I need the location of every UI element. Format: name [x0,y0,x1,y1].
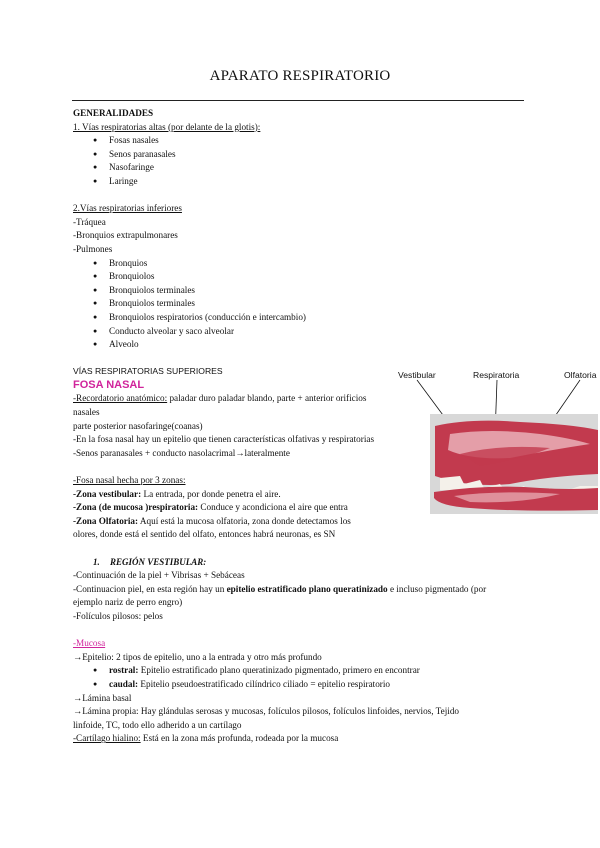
zona-text: La entrada, por donde penetra el aire. [141,488,281,499]
list-item: ● Alveolo [93,338,533,352]
mucosa-list [73,664,533,691]
text-line: -Folículos pilosos: pelos [73,610,163,621]
text-span: -Continuacion piel, en esta región hay un [73,583,227,594]
title-rule [72,100,524,101]
text-line: linfoide, TC, todo ello adherido a un cartílago [73,719,242,730]
cartilago-text: Está en la zona más profunda, rodeada por la mucosa [140,733,339,744]
recordatorio-label: -Recordatorio anatómico: [73,393,168,404]
list-item: ● Laringe [93,175,533,189]
list-item: ● Senos paranasales [93,148,533,162]
region-vestibular-heading [73,556,533,570]
list-item: ● Nasofaringe [93,161,533,175]
generalidades-heading: GENERALIDADES [73,108,154,118]
list-item: ● Bronquiolos terminales [93,297,533,311]
text-line: -Senos paranasales + conducto nasolacrimal→lateralmente [73,447,290,458]
section-title: REGIÓN VESTIBULAR: [110,556,207,567]
zonas-heading: -Fosa nasal hecha por 3 zonas: [73,475,186,486]
item-label: rostral: [109,665,139,676]
list-item: ● Conducto alveolar y saco alveolar [93,325,533,339]
list-item: ● Bronquios [93,257,533,271]
list-item: ● Bronquiolos [93,270,533,284]
recordatorio-text: paladar duro paladar blando, parte + anterior orificios nasales [73,393,367,418]
text-span-bold: epitelio estratificado plano queratinizado [226,583,388,594]
zona-label: -Zona vestibular: [73,488,142,499]
mucosa-heading: -Mucosa [73,638,106,649]
text-line [73,583,533,597]
text-line: -Bronquios extrapulmonares [73,230,178,241]
text-line: →Epitelio: 2 tipos de epitelio, uno a la entrada y otro más profundo [73,651,322,662]
zona-label: -Zona Olfatoria: [73,515,139,526]
list-item [93,678,533,692]
list-item: ● Bronquiolos respiratorios (conducción e intercambio) [93,311,533,325]
cartilago-line [73,732,533,746]
page-title: APARATO RESPIRATORIO [209,68,391,84]
zona-olfatoria [73,515,533,529]
text-span: e incluso pigmentado (por [387,583,487,594]
fosa-nasal-heading: FOSA NASAL [73,378,145,391]
pulmones-list [73,257,533,352]
text-line: →Lámina basal [73,692,132,703]
figure-label-vestibular: Vestibular [398,370,436,380]
item-label: caudal: [109,678,139,689]
zona-text: Conduce y acondiciona el aire que entra [198,502,348,513]
nasal-cavity-figure [395,366,600,516]
nasal-cavity-photo [430,414,598,514]
figure-label-olfatoria: Olfatoria [564,370,597,380]
text-line: ejemplo nariz de perro engro) [73,597,183,608]
vias-altas-list [73,134,533,188]
list-item [93,664,533,678]
zona-text: Aquí está la mucosa olfatoria, zona donde detectamos los [138,515,351,526]
item-text: Epitelio pseudoestratificado cilíndrico ciliado = epitelio respiratorio [138,678,390,689]
figure-label-respiratoria: Respiratoria [473,370,520,380]
vias-inferiores-heading: 2.Vías respiratorias inferiores [73,203,182,214]
text-line: -Continuación de la piel + Vibrisas + Sebáceas [73,570,245,581]
cartilago-label: -Cartílago hialino: [73,733,141,744]
section-number: 1. [93,556,100,567]
text-line: parte posterior nasofaringe(coanas) [73,420,203,431]
text-line: →Lámina propia: Hay glándulas serosas y mucosas, folículos pilosos, folículos linfoides, nervios, Tejido [73,706,460,717]
text-line: olores, donde está el sentido del olfato, entonces habrá neuronas, es SN [73,529,336,540]
list-item: ● Fosas nasales [93,134,533,148]
text-line: -En la fosa nasal hay un epitelio que tienen características olfativas y respiratorias [73,434,375,445]
text-line: -Tráquea [73,216,106,227]
item-text: Epitelio estratificado plano queratinizado pigmentado, primero en encontrar [138,665,420,676]
list-item: ● Bronquiolos terminales [93,284,533,298]
vias-superiores-heading: VÍAS RESPIRATORIAS SUPERIORES [73,366,223,377]
recordatorio-paragraph [73,392,383,419]
text-line: -Pulmones [73,243,113,254]
zona-label: -Zona (de mucosa )respiratoria: [73,502,199,513]
vias-altas-heading: 1. Vías respiratorias altas (por delante de la glotis): [73,121,261,132]
